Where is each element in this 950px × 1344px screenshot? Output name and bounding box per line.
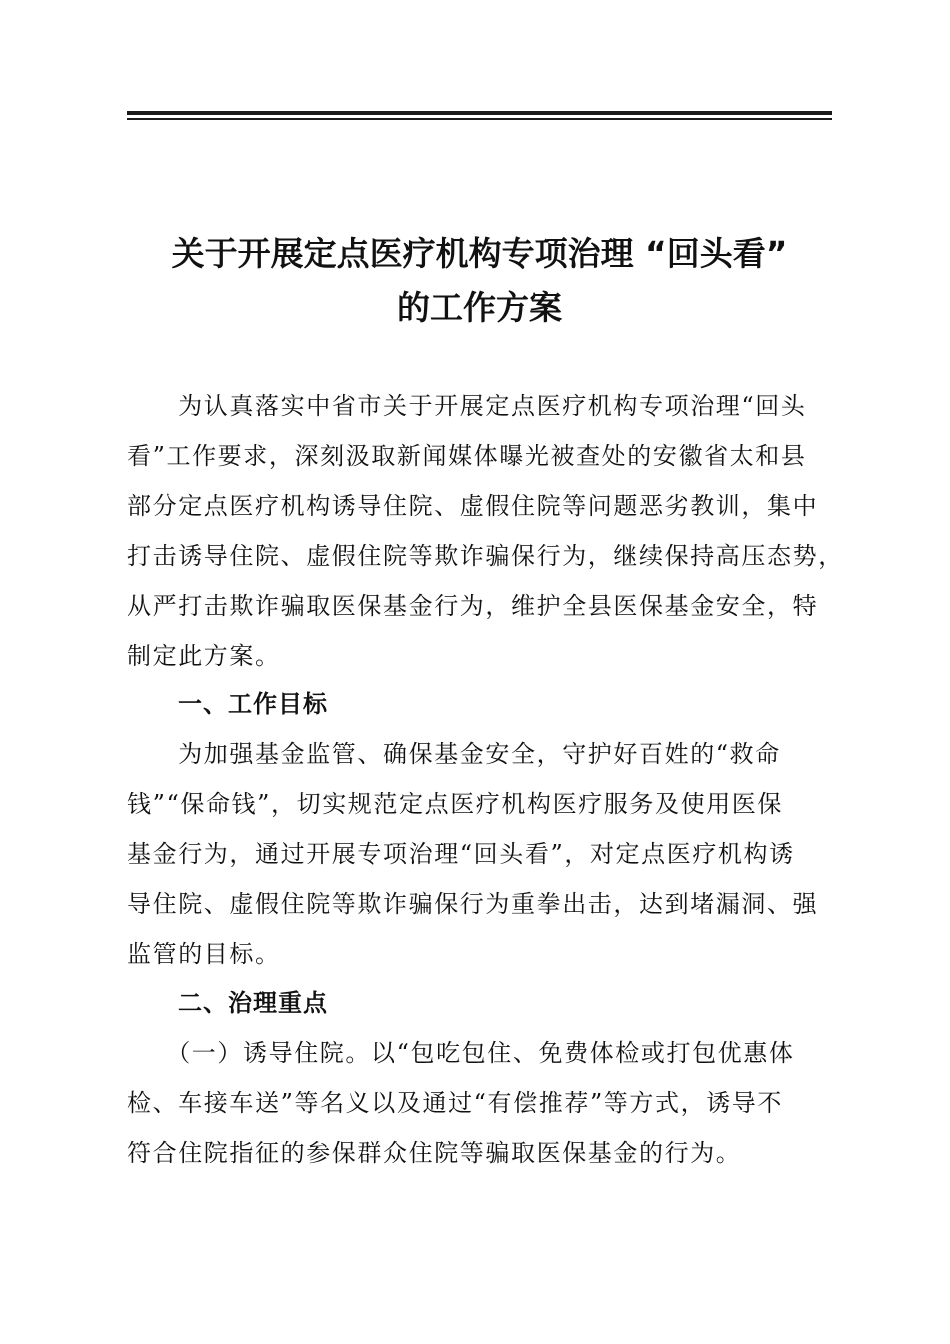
document-title-line-1: 关于开展定点医疗机构专项治理 “回头看” [171,234,788,273]
section-heading-focus: 二、治理重点 [178,989,328,1017]
section-heading-goals: 一、工作目标 [178,690,328,718]
intro-paragraph [127,381,844,681]
header-rule-thick [127,111,832,115]
paragraph-line: 部分定点医疗机构诱导住院、虚假住院等问题恶劣教训，集中 [127,492,819,520]
paragraph-line: 为加强基金监管、确保基金安全，守护好百姓的“救命 [127,740,781,768]
focus-paragraph [127,1028,832,1178]
paragraph-line: 制定此方案。 [127,642,281,670]
goals-paragraph [127,729,832,979]
paragraph-line: 检、车接车送”等名义以及通过“有偿推荐”等方式，诱导不 [127,1089,784,1117]
paragraph-line: 打击诱导住院、虚假住院等欺诈骗保行为，继续保持高压态势， [127,542,844,570]
paragraph-line: 看”工作要求，深刻汲取新闻媒体曝光被查处的安徽省太和县 [127,442,807,470]
paragraph-line: 钱”“保命钱”，切实规范定点医疗机构医疗服务及使用医保 [127,790,784,818]
paragraph-line: 监管的目标。 [127,940,281,968]
paragraph-line: 从严打击欺诈骗取医保基金行为，维护全县医保基金安全，特 [127,592,819,620]
paragraph-line: 符合住院指征的参保群众住院等骗取医保基金的行为。 [127,1139,742,1167]
paragraph-line: 为认真落实中省市关于开展定点医疗机构专项治理“回头 [127,392,807,420]
paragraph-line: 基金行为，通过开展专项治理“回头看”，对定点医疗机构诱 [127,840,795,868]
paragraph-line: （一）诱导住院。以“包吃包住、免费体检或打包优惠体 [127,1039,795,1067]
paragraph-line: 导住院、虚假住院等欺诈骗保行为重拳出击，达到堵漏洞、强 [127,890,819,918]
document-title-line-2: 的工作方案 [397,288,562,327]
header-rule-thin [127,118,832,120]
